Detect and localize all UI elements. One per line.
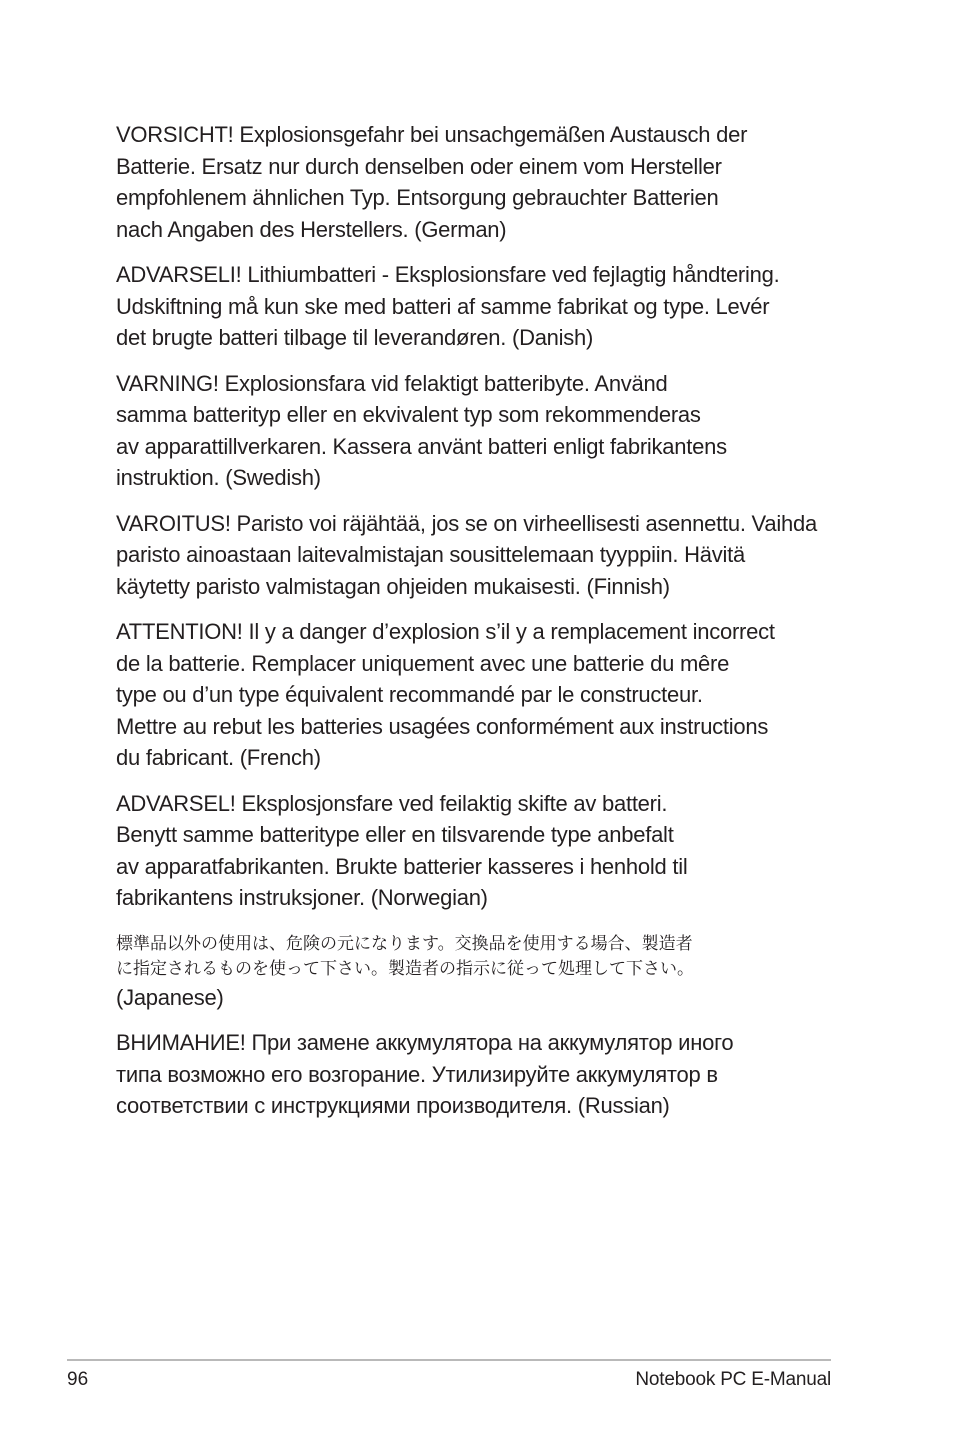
text-line: соответствии с инструкциями производителя. (Russian) bbox=[116, 1093, 670, 1118]
text-line: samma batterityp eller en ekvivalent typ som rekommenderas bbox=[116, 402, 701, 427]
text-line: ВНИМАНИЕ! При замене аккумулятора на аккумулятор иного bbox=[116, 1030, 734, 1055]
warning-danish bbox=[116, 259, 846, 354]
japanese-language-label: (Japanese) bbox=[116, 984, 224, 1010]
text-line: käytetty paristo valmistagan ohjeiden mukaisesti. (Finnish) bbox=[116, 573, 670, 599]
text-line: fabrikantens instruksjoner. (Norwegian) bbox=[116, 885, 488, 910]
text-line: に指定されるものを使って下さい。製造者の指示に従って処理して下さい。 bbox=[116, 958, 694, 979]
text-line: 標準品以外の使用は、危険の元になります。交換品を使用する場合、製造者 bbox=[116, 933, 693, 954]
footer-divider bbox=[67, 1359, 831, 1361]
text-line: det brugte batteri tilbage til leverandøren. (Danish) bbox=[116, 325, 594, 350]
page-content bbox=[116, 119, 846, 1136]
manual-title: Notebook PC E-Manual bbox=[635, 1369, 831, 1390]
text-line: de la batterie. Remplacer uniquement avec une batterie du mêre bbox=[116, 650, 730, 676]
page-number: 96 bbox=[67, 1369, 89, 1390]
warning-japanese bbox=[116, 928, 846, 1014]
text-line: instruktion. (Swedish) bbox=[116, 465, 321, 490]
text-line: du fabricant. (French) bbox=[116, 745, 321, 770]
text-line: type ou d’un type équivalent recommandé par le constructeur. bbox=[116, 682, 703, 707]
text-line: av apparattillverkaren. Kassera använt batteri enligt fabrikantens bbox=[116, 433, 727, 459]
text-line: av apparatfabrikanten. Brukte batterier kasseres i henhold til bbox=[116, 853, 688, 879]
text-line: типа возможно его возгорание. Утилизируйте аккумулятор в bbox=[116, 1061, 718, 1087]
text-line: Udskiftning må kun ske med batteri af samme fabrikat og type. Levér bbox=[116, 293, 770, 319]
text-line: Batterie. Ersatz nur durch denselben oder einem vom Hersteller bbox=[116, 153, 722, 179]
text-line: Benytt samme batteritype eller en tilsvarende type anbefalt bbox=[116, 822, 674, 847]
warning-norwegian bbox=[116, 788, 846, 914]
text-line: Mettre au rebut les batteries usagées conformément aux instructions bbox=[116, 713, 769, 739]
text-line: VAROITUS! Paristo voi räjähtää, jos se on virheellisesti asennettu. Vaihda bbox=[116, 510, 817, 536]
text-line: ATTENTION! Il y a danger d’explosion s’il y a remplacement incorrect bbox=[116, 619, 775, 644]
warning-german bbox=[116, 119, 846, 245]
japanese-text bbox=[116, 928, 846, 982]
text-line: ADVARSEL! Eksplosjonsfare ved feilaktig skifte av batteri. bbox=[116, 790, 668, 816]
warning-french bbox=[116, 616, 846, 774]
text-line: VORSICHT! Explosionsgefahr bei unsachgemäßen Austausch der bbox=[116, 122, 748, 147]
text-line: nach Angaben des Herstellers. (German) bbox=[116, 216, 507, 242]
text-line: ADVARSELI! Lithiumbatteri - Eksplosionsfare ved fejlagtig håndtering. bbox=[116, 262, 780, 287]
text-line: VARNING! Explosionsfara vid felaktigt batteribyte. Använd bbox=[116, 370, 668, 396]
warning-russian bbox=[116, 1027, 846, 1122]
text-line: paristo ainoastaan laitevalmistajan sousittelemaan tyyppiin. Hävitä bbox=[116, 542, 745, 567]
warning-swedish bbox=[116, 368, 846, 494]
warning-finnish bbox=[116, 508, 846, 603]
text-line: empfohlenem ähnlichen Typ. Entsorgung gebrauchter Batterien bbox=[116, 185, 719, 210]
